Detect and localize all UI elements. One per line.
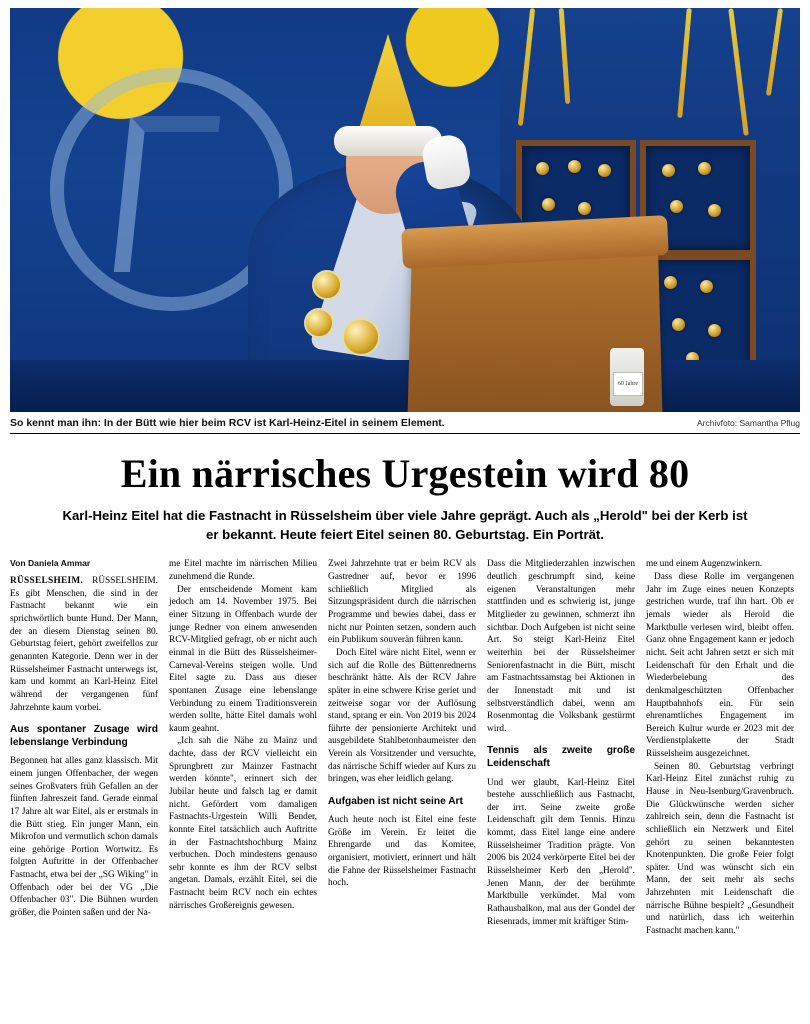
streamer-icon [677,8,692,118]
paragraph: Seinen 80. Geburtstag verbringt Karl-Heinz Eitel zunächst ruhig zu Hause in Neu-Isenburg/Gravenbruch. Die Glückwünsche werden sicher zahlreich sein, denn die Fastnacht ist schließlich ein Netzwerk und Eitel gehört zu seinen bekanntesten Knotenpunkten. Die große Feier folgt später. Und was wünscht sich ein Mann, der seit mehr als sechs Jahrzehnten mit Leidenschaft die närrische Bühne bespielt? „Gesundheit und natürlich, dass ich weiterhin Fastnacht machen kann." [646,761,794,937]
streamer-icon [559,8,571,104]
paragraph: Der entscheidende Moment kam jedoch am 14. November 1975. Bei einer Sitzung in Offenbach wurde der junge Redner von einem anwesenden RCV-Mitglied gefragt, ob er nicht auch einmal in die Bütt des Rüsselsheimer-Carneval-Vereins steigen wolle. Und Eitel sagte zu. Dass aus dieser spontanen Zusage eine lebenslange Verbindung zu einem Traditionsverein werden sollte, hätte Eitel damals wohl kaum geahnt. [169,584,317,734]
paragraph: Zwei Jahrzehnte trat er beim RCV als Gastredner auf, bevor er 1996 schließlich Mitglied als Sitzungspräsident durch die närrischen Programme und bewies dabei, dass er nicht nur Pointen setzen, sondern auch ein Publikum souverän führen kann. [328,559,476,646]
article-column-2 [169,558,317,937]
paragraph: „Ich sah die Nähe zu Mainz und dachte, dass der RCV vielleicht ein Sprungbrett zur Mainzer Fastnacht werden könnte", erinnert sich der Jubilar heute und falsch lag er damit nicht. Gefördert vom damaligen Fastnachts-Urgestein Willi Bender, konnte Eitel tatsächlich auch Auftritte in der Fastnachtshochburg Mainz verbuchen. Doch mindestens genauso sehr konnte es ihm der RCV selbst angetan. Damals, erzählt Eitel, sei die Fastnacht beim RCV noch ein echtes närrisches Großereignis gewesen. [169,736,317,911]
streamer-icon [728,8,749,136]
medal-icon [708,324,721,337]
medal-icon [708,204,721,217]
paragraph: Dass die Mitgliederzahlen inzwischen deutlich geschrumpft sind, keine eigenen Veranstaltungen mehr stattfinden und es schwierig ist, junge Mitglieder zu gewinnen, schmerzt ihn sichtbar. Doch Aufgeben ist nicht seine Art. So steigt Karl-Heinz Eitel weiterhin bei der Rüsselsheimer Seniorenfastnacht in die Bütt, mischt am Fastnachtssamstag bei Aktionen in der Innenstadt mit und ist selbstverständlich dabei, wenn am Rosenmontag die Volksbank gestürmt wird. [487,559,635,734]
white-glove [420,133,472,192]
stage-floor [10,360,800,412]
medal-icon [700,280,713,293]
article-column-4 [487,558,635,937]
medal-icon [664,276,677,289]
photo-caption-bar [10,412,800,434]
photo-background [10,8,800,412]
bottle-label: 60 Jahre [613,372,643,396]
medal-icon [598,164,611,177]
article-column-3 [328,558,476,937]
paragraph: Begonnen hat alles ganz klassisch. Mit einem jungen Offenbacher, der wegen seines Großvaters früh Gefallen an der fünften Jahreszeit fand. Gerade einmal 17 Jahre alt war Eitel, als er erstmals in die Bütt stieg. Ein junger Mann, ein Mikrofon und vermutlich schon damals eine gehörige Portion Wortwitz. Es folgten Auftritte in der Offenbacher Fastnacht, etwa bei der „SG Wiking" in Offenbach oder bei der VG „Die Offenbacher 03". Die Bühnen wurden größer, die Pointen saßen und der Na- [10,756,158,918]
paragraph: Dass diese Rolle im vergangenen Jahr im Zuge eines neuen Konzepts gestrichen wurde, traf ihn hart. Ob er jemals wieder als Herold die Marktbulle verlesen wird, bleibt offen. Ganz ohne Engagement kann er jedoch nicht. Seit acht Jahren setzt er sich mit Leidenschaft für den Erhalt und die Wiederbelebung des denkmalgeschützten Offenbacher Hauptbahnhofs ein. Für sein ehrenamtliches Engagement im Bereich Kultur wurde er 2023 mit der Verdienstplakette der Stadt Rüsselsheim ausgezeichnet. [646,572,794,760]
page-title: Ein närrisches Urgestein wird 80 [120,451,690,496]
medal-icon [304,308,334,338]
paragraph: me und einem Augenzwinkern. [646,559,763,570]
paragraph: me Eitel machte im närrischen Milieu zunehmend die Runde. [169,559,317,583]
medal-icon [698,162,711,175]
article-column-1 [10,558,158,937]
paragraph: Auch heute noch ist Eitel eine feste Größe im Verein. Er leitet die Ehrengarde und das Komitee, organisiert, motiviert, erinnert und hält die Fahne der Rüsselsheimer Fastnacht hoch. [328,815,476,889]
medal-icon [342,318,380,356]
article-column-5 [646,558,794,937]
section-subhead: Aufgaben ist nicht seine Art [328,796,463,807]
article-body [10,558,800,937]
paragraph: RÜSSELSHEIM. RÜSSELSHEIM. Es gibt Menschen, die sind in der Fastnacht bekannt wie ein sprichwörtlich bunte Hund. Der Mann, der an diesem Dienstag seinen 80. Geburtstag feiert, gehört zweifellos zur genannten Kategorie. Denn wer in der Rüsselsheimer Fastnacht unterwegs ist, kam und kommt an Karl-Heinz Eitel während der vergangenen fünf Jahrzehnte kaum vorbei. [10,576,158,713]
byline: Von Daniela Ammar [10,558,91,569]
medal-icon [672,318,685,331]
medal-icon [578,202,591,215]
medal-icon [662,164,675,177]
section-subhead: Aus spontaner Zusage wird lebenslange Verbindung [10,724,158,749]
paragraph-text: RÜSSELSHEIM. Es gibt Menschen, die sind in der Fastnacht bekannt wie ein sprichwörtlich bunte Hund. Der Mann, der an diesem Dienstag seinen 80. Geburtstag feiert, gehört zweifellos zur genannten Kategorie. Denn wer in der Rüsselsheimer Fastnacht unterwegs ist, kam und kommt an Karl-Heinz Eitel während der vergangenen fünf Jahrzehnte kaum vorbei. [10,576,158,713]
section-subhead: Tennis als zweite große Leidenschaft [487,745,635,770]
article-photo [10,8,800,412]
article-standfirst: Karl-Heinz Eitel hat die Fastnacht in Rüsselsheim über viele Jahre geprägt. Auch als „Herold" bei der Kerb ist er bekannt. Heute feiert Eitel seinen 80. Geburtstag. Ein Porträt. [62,508,748,542]
photo-caption: So kennt man ihn: In der Bütt wie hier beim RCV ist Karl-Heinz-Eitel in seinem Element. [10,417,445,429]
streamer-icon [766,8,783,96]
paragraph: Doch Eitel wäre nicht Eitel, wenn er sich auf die Rolle des Büttenrednerns beschränkt hätte. Als der RCV Jahre später in eine schwere Krise geriet und zeitweise sogar vor der Auflösung stand, sprang er ein. Von 2019 bis 2024 führte der pensionierte Architekt und ausgebildete Stahlbetonbaumeister den Verein als Vorsitzender und versuchte, das närrische Schiff wieder auf Kurs zu bringen, was eher leidlich gelang. [328,647,476,785]
photo-credit: Archivfoto: Samantha Pflug [696,418,800,428]
medal-icon [542,198,555,211]
medal-icon [670,200,683,213]
paragraph: Und wer glaubt, Karl-Heinz Eitel bestehe ausschließlich aus Fastnacht, der irrt. Seine zweite große Leidenschaft gilt dem Tennis. Hinzu kommt, dass Eitel lange eine andere Rüsselsheimer Tradition prägte. Von 2006 bis 2024 verkörperte Eitel bei der Rüsselsheimer Kerb den „Herold". Jenen Mann, der der berühmte Marktbulle verkündet. Mal vom Rathausbalkon, mal aus der Gondel der Riesenrads, immer mit kräftiger Stim- [487,777,635,927]
medal-icon [568,160,581,173]
medal-icon [312,270,342,300]
